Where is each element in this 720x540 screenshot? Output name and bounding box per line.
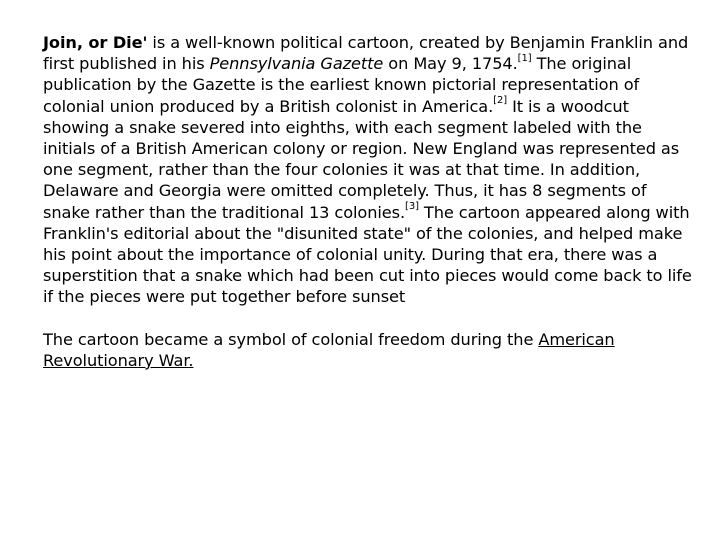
paragraph-1 <box>43 32 693 308</box>
paragraph-2 <box>43 329 693 371</box>
paragraph-1-text-2: on May 9, 1754. <box>383 54 518 74</box>
footnote-ref-2: [2] <box>493 95 508 107</box>
paragraph-1-text-3: The original publication by the Gazette is the earliest known pictorial representation of colonial union produced by a British colonist in America. <box>43 54 640 116</box>
paragraph-1-text-5: The cartoon appeared along with Franklin's editorial about the "disunited state" of the colonies, and helped make his point about the importance of colonial unity. During that era, there was a superstition that a snake which had been cut into pieces would come back to life if the pieces were put together before sunset <box>43 202 692 307</box>
footnote-ref-3: [3] <box>405 201 419 213</box>
footnote-ref-1: [1] <box>517 52 532 64</box>
paragraph-2-text-1: The cartoon became a symbol of colonial freedom during the <box>43 329 539 349</box>
paragraph-2-period: . <box>188 350 194 370</box>
paragraph-1-text-1: is a well-known political cartoon, created by Benjamin Franklin and first published in his <box>43 33 689 74</box>
text-body <box>43 32 693 371</box>
american-revolutionary-war-link[interactable]: American Revolutionary War <box>43 329 615 370</box>
paragraph-1-text-4: It is a woodcut showing a snake severed into eighths, with each segment labeled with the initials of a British American colony or region. New England was represented as one segment, rather than the four colonies it was at that time. In addition, Delaware and Georgia were omitted completely. Thus, it has 8 segments of snake rather than the traditional 13 colonies. <box>43 96 680 222</box>
cartoon-title: Join, or Die' <box>43 33 148 52</box>
publication-name: Pennsylvania Gazette <box>209 54 384 74</box>
